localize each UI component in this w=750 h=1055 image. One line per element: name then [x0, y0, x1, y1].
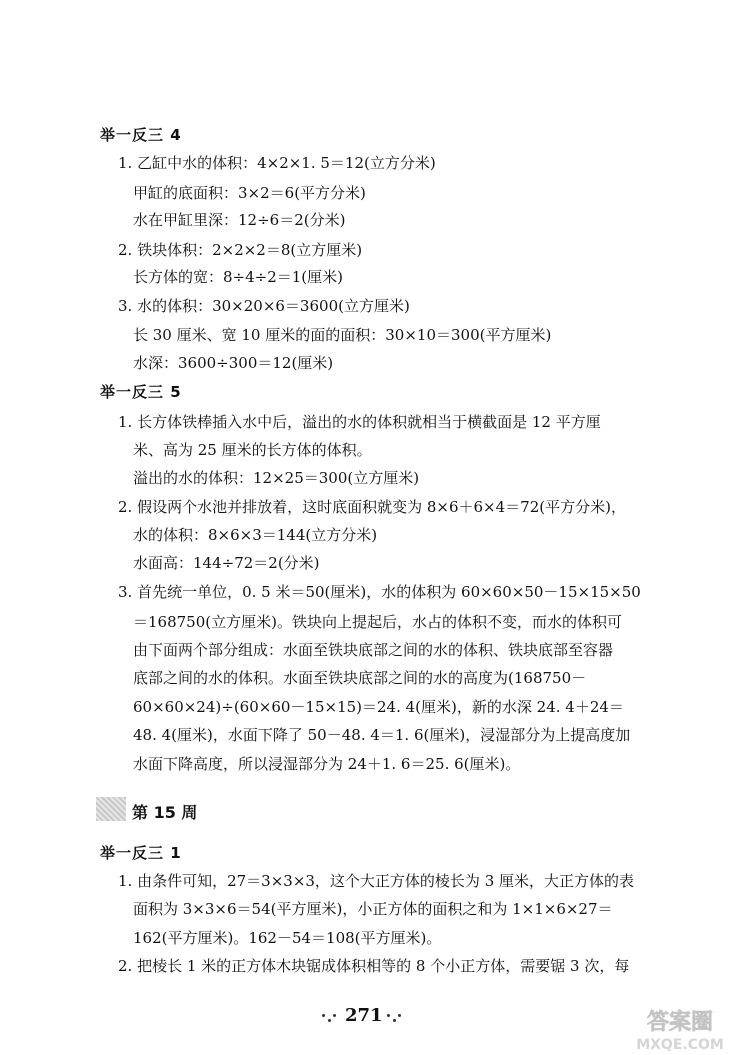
- answer-line: 底部之间的水的体积。水面至铁块底部之间的水的高度为(168750－: [133, 669, 587, 687]
- page-number-dot: [393, 1019, 396, 1022]
- section-heading: 举一反三 4: [100, 126, 182, 144]
- answer-line: 60×60×24)÷(60×60－15×15)＝24. 4(厘米)，新的水深 24. 4＋24＝: [133, 698, 624, 716]
- page-number-dot: [333, 1014, 336, 1017]
- answer-line: 水面下降高度，所以浸湿部分为 24＋1. 6＝25. 6(厘米)。: [133, 755, 521, 773]
- answer-line: 甲缸的底面积：3×2＝6(平方分米): [133, 184, 366, 202]
- answer-line: 2. 铁块体积：2×2×2＝8(立方厘米): [118, 241, 363, 259]
- page-number-dot: [328, 1019, 331, 1022]
- answer-line: 48. 4(厘米)，水面下降了 50－48. 4＝1. 6(厘米)，浸湿部分为上提高度加: [133, 726, 631, 744]
- answer-line: 水深：3600÷300＝12(厘米): [133, 354, 334, 372]
- answer-line: 溢出的水的体积：12×25＝300(立方厘米): [133, 469, 420, 487]
- answer-line: 2. 把棱长 1 米的正方体木块锯成体积相等的 8 个小正方体，需要锯 3 次，每: [118, 957, 630, 975]
- page-number: 271: [345, 1005, 383, 1026]
- watermark-line1: 答案圈: [646, 1010, 714, 1035]
- week-badge-decoration: [96, 797, 126, 821]
- answer-line: 162(平方厘米)。162－54＝108(平方厘米)。: [133, 929, 442, 947]
- answer-line: 1. 由条件可知，27＝3×3×3，这个大正方体的棱长为 3 厘米，大正方体的表: [118, 872, 635, 890]
- page-number-dot: [387, 1014, 390, 1017]
- answer-line: 长 30 厘米、宽 10 厘米的面的面积：30×10＝300(平方厘米): [133, 326, 552, 344]
- answer-line: 1. 长方体铁棒插入水中后，溢出的水的体积就相当于横截面是 12 平方厘: [118, 413, 601, 431]
- answer-line: 2. 假设两个水池并排放着，这时底面积就变为 8×6＋6×4＝72(平方分米)，: [118, 498, 626, 516]
- watermark-logo: [615, 1005, 745, 1053]
- answer-line: 面积为 3×3×6＝54(平方厘米)，小正方体的面积之和为 1×1×6×27＝: [133, 900, 613, 918]
- answer-line: 米、高为 25 厘米的长方体的体积。: [133, 441, 372, 459]
- answer-line: 水的体积：8×6×3＝144(立方分米): [133, 526, 378, 544]
- watermark-line2: MXQE.COM: [636, 1037, 724, 1053]
- answer-line: 由下面两个部分组成：水面至铁块底部之间的水的体积、铁块底部至容器: [133, 641, 614, 659]
- answer-line: 1. 乙缸中水的体积：4×2×1. 5＝12(立方分米): [118, 154, 436, 172]
- answer-line: 3. 水的体积：30×20×6＝3600(立方厘米): [118, 297, 410, 315]
- answer-line: 水面高：144÷72＝2(分米): [133, 554, 320, 572]
- answer-line: 3. 首先统一单位，0. 5 米＝50(厘米)，水的体积为 60×60×50－15×15×50: [118, 583, 641, 601]
- answer-line: 水在甲缸里深：12÷6＝2(分米): [133, 211, 346, 229]
- answer-line: 长方体的宽：8÷4÷2＝1(厘米): [133, 268, 344, 286]
- answer-line: ＝168750(立方厘米)。铁块向上提起后，水占的体积不变，而水的体积可: [133, 613, 622, 631]
- section-heading: 举一反三 5: [100, 383, 182, 401]
- section-heading: 举一反三 1: [100, 844, 182, 862]
- page-number-dot: [398, 1014, 401, 1017]
- page-number-dot: [322, 1014, 325, 1017]
- week-title: 第 15 周: [132, 803, 198, 822]
